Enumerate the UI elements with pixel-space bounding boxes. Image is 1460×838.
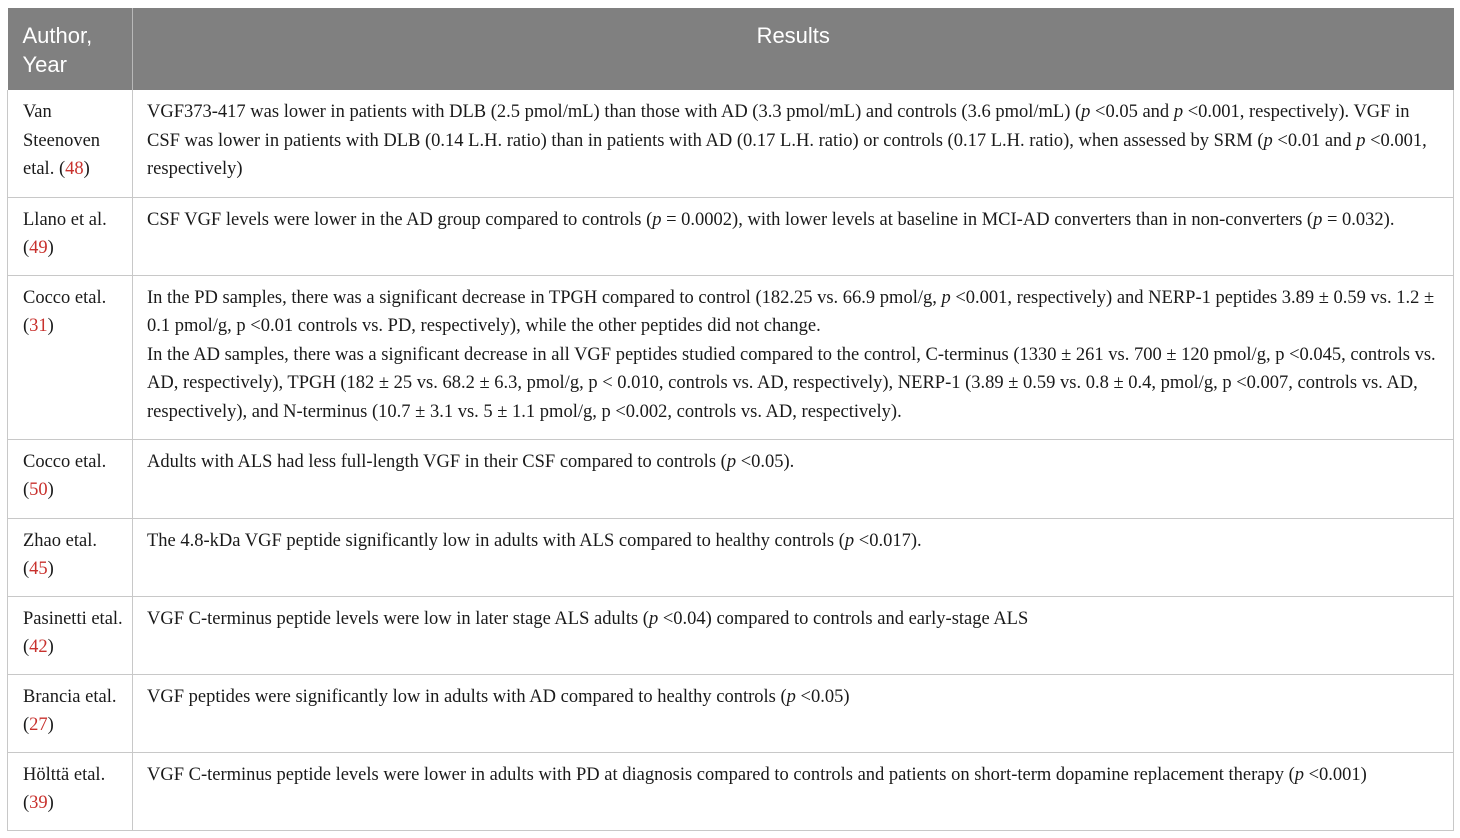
p-value-symbol: p (1313, 209, 1323, 230)
result-text: <0.001) (1304, 764, 1367, 785)
table-row (8, 90, 1454, 197)
reference-link[interactable]: 45 (29, 559, 48, 579)
result-cell (133, 90, 1454, 197)
result-cell (133, 674, 1454, 752)
author-name: Cocco etal. (23, 287, 107, 308)
result-text: In the AD samples, there was a significant decrease in all VGF peptides studied compared to the control, C-terminus (1330 ± 261 vs. 700 ± 120 pmol/g, p <0.045, controls vs. AD, respectively), TPGH (182 ± 25 vs. 68.2 ± 6.3, pmol/g, p < 0.010, controls vs. AD, respectively), NERP-1 (3.89 ± 0.59 vs. 0.8 ± 0.4, pmol/g, p <0.007, controls vs. AD, respectively), and N-terminus (10.7 ± 3.1 vs. 5 ± 1.1 pmol/g, p <0.002, controls vs. AD, respectively). (147, 344, 1436, 422)
p-value-symbol: p (786, 686, 796, 707)
author-name: Van Steenoven etal. (23, 102, 101, 179)
table-row (8, 518, 1454, 596)
result-text: = 0.032). (1322, 209, 1395, 230)
table-row (8, 439, 1454, 518)
result-text: Adults with ALS had less full-length VGF in their CSF compared to controls ( (147, 451, 727, 472)
p-value-symbol: p (1294, 764, 1304, 785)
author-cell: Cocco etal. (31) (8, 275, 133, 439)
result-text: <0.04) compared to controls and early-stage ALS (658, 608, 1029, 629)
result-text: <0.001, respectively). VGF in CSF was lower in patients with DLB (0.14 L.H. ratio) than in patients with AD (0.17 L.H. ratio) or controls (0.17 L.H. ratio), when assessed by SRM ( (147, 102, 1410, 151)
author-cell: Van Steenoven etal. (48) (8, 90, 133, 197)
result-text: VGF C-terminus peptide levels were lower in adults with PD at diagnosis compared to controls and patients on short-term dopamine replacement therapy ( (147, 764, 1295, 785)
author-cell: Llano et al. (49) (8, 197, 133, 275)
result-cell (133, 439, 1454, 518)
header-author-year (8, 8, 133, 90)
author-name: Cocco etal. (23, 451, 107, 472)
table-row (8, 275, 1454, 439)
author-cell: Zhao etal. (45) (8, 518, 133, 596)
result-text: In the PD samples, there was a significant decrease in TPGH compared to control (182.25 vs. 66.9 pmol/g, (147, 287, 942, 308)
author-name: Llano et al. (23, 209, 107, 230)
table-row (8, 674, 1454, 752)
author-cell: Cocco etal. (50) (8, 439, 133, 518)
p-value-symbol: p (648, 608, 659, 629)
p-value-symbol: p (1173, 102, 1184, 122)
p-value-symbol: p (726, 451, 737, 472)
reference-link[interactable]: 31 (29, 316, 48, 336)
result-text: VGF C-terminus peptide levels were low in later stage ALS adults ( (147, 608, 649, 629)
header-row (8, 8, 1454, 90)
result-text: <0.05 and (1090, 102, 1174, 122)
author-cell: Pasinetti etal. (42) (8, 596, 133, 674)
result-text: <0.001, respectively) and NERP-1 peptides 3.89 ± 0.59 vs. 1.2 ± 0.1 pmol/g, p <0.01 controls vs. PD, respectively), while the other peptides did not change. (147, 287, 1435, 336)
result-cell (133, 197, 1454, 275)
author-cell: Brancia etal. (27) (8, 674, 133, 752)
author-cell: Hölttä etal. (39) (8, 752, 133, 830)
table-body (8, 90, 1454, 830)
header-results: Results (133, 8, 1454, 90)
p-value-symbol: p (652, 209, 662, 230)
result-text: <0.01 and (1272, 130, 1357, 151)
result-cell (133, 518, 1454, 596)
header-author-line2: Year (22, 52, 67, 77)
table-row (8, 197, 1454, 275)
result-text: VGF373-417 was lower in patients with DLB (2.5 pmol/mL) than those with AD (3.3 pmol/mL) and controls (3.6 pmol/mL) ( (147, 102, 1082, 122)
result-text: <0.001, respectively) (147, 130, 1427, 179)
results-table (7, 8, 1454, 831)
reference-link[interactable]: 39 (29, 793, 48, 813)
p-value-symbol: p (941, 287, 951, 308)
result-text: The 4.8-kDa VGF peptide significantly low in adults with ALS compared to healthy controls ( (147, 530, 845, 551)
result-text: VGF peptides were significantly low in adults with AD compared to healthy controls ( (147, 686, 787, 707)
result-text: <0.017). (854, 530, 922, 551)
p-value-symbol: p (1263, 130, 1273, 151)
result-cell (133, 752, 1454, 830)
p-value-symbol: p (844, 530, 855, 551)
reference-link[interactable]: 27 (29, 715, 48, 735)
result-text: <0.05) (795, 686, 850, 707)
author-name: Brancia etal. (23, 686, 117, 707)
result-text: = 0.0002), with lower levels at baseline in MCI-AD converters than in non-converters ( (661, 209, 1314, 230)
author-name: Zhao etal. (23, 530, 97, 551)
author-name: Pasinetti etal. (23, 608, 123, 629)
header-author-line1: Author, (22, 23, 93, 48)
result-cell (133, 596, 1454, 674)
author-name: Hölttä etal. (23, 764, 106, 785)
result-text: <0.05). (736, 451, 795, 472)
reference-link[interactable]: 48 (65, 159, 84, 179)
table-row (8, 752, 1454, 830)
p-value-symbol: p (1081, 102, 1091, 122)
reference-link[interactable]: 50 (29, 480, 48, 500)
result-cell (133, 275, 1454, 439)
page (7, 8, 1453, 831)
reference-link[interactable]: 49 (29, 238, 48, 258)
p-value-symbol: p (1356, 130, 1366, 151)
result-text: CSF VGF levels were lower in the AD group compared to controls ( (147, 209, 653, 230)
reference-link[interactable]: 42 (29, 637, 48, 657)
table-header (8, 8, 1454, 90)
table-row (8, 596, 1454, 674)
